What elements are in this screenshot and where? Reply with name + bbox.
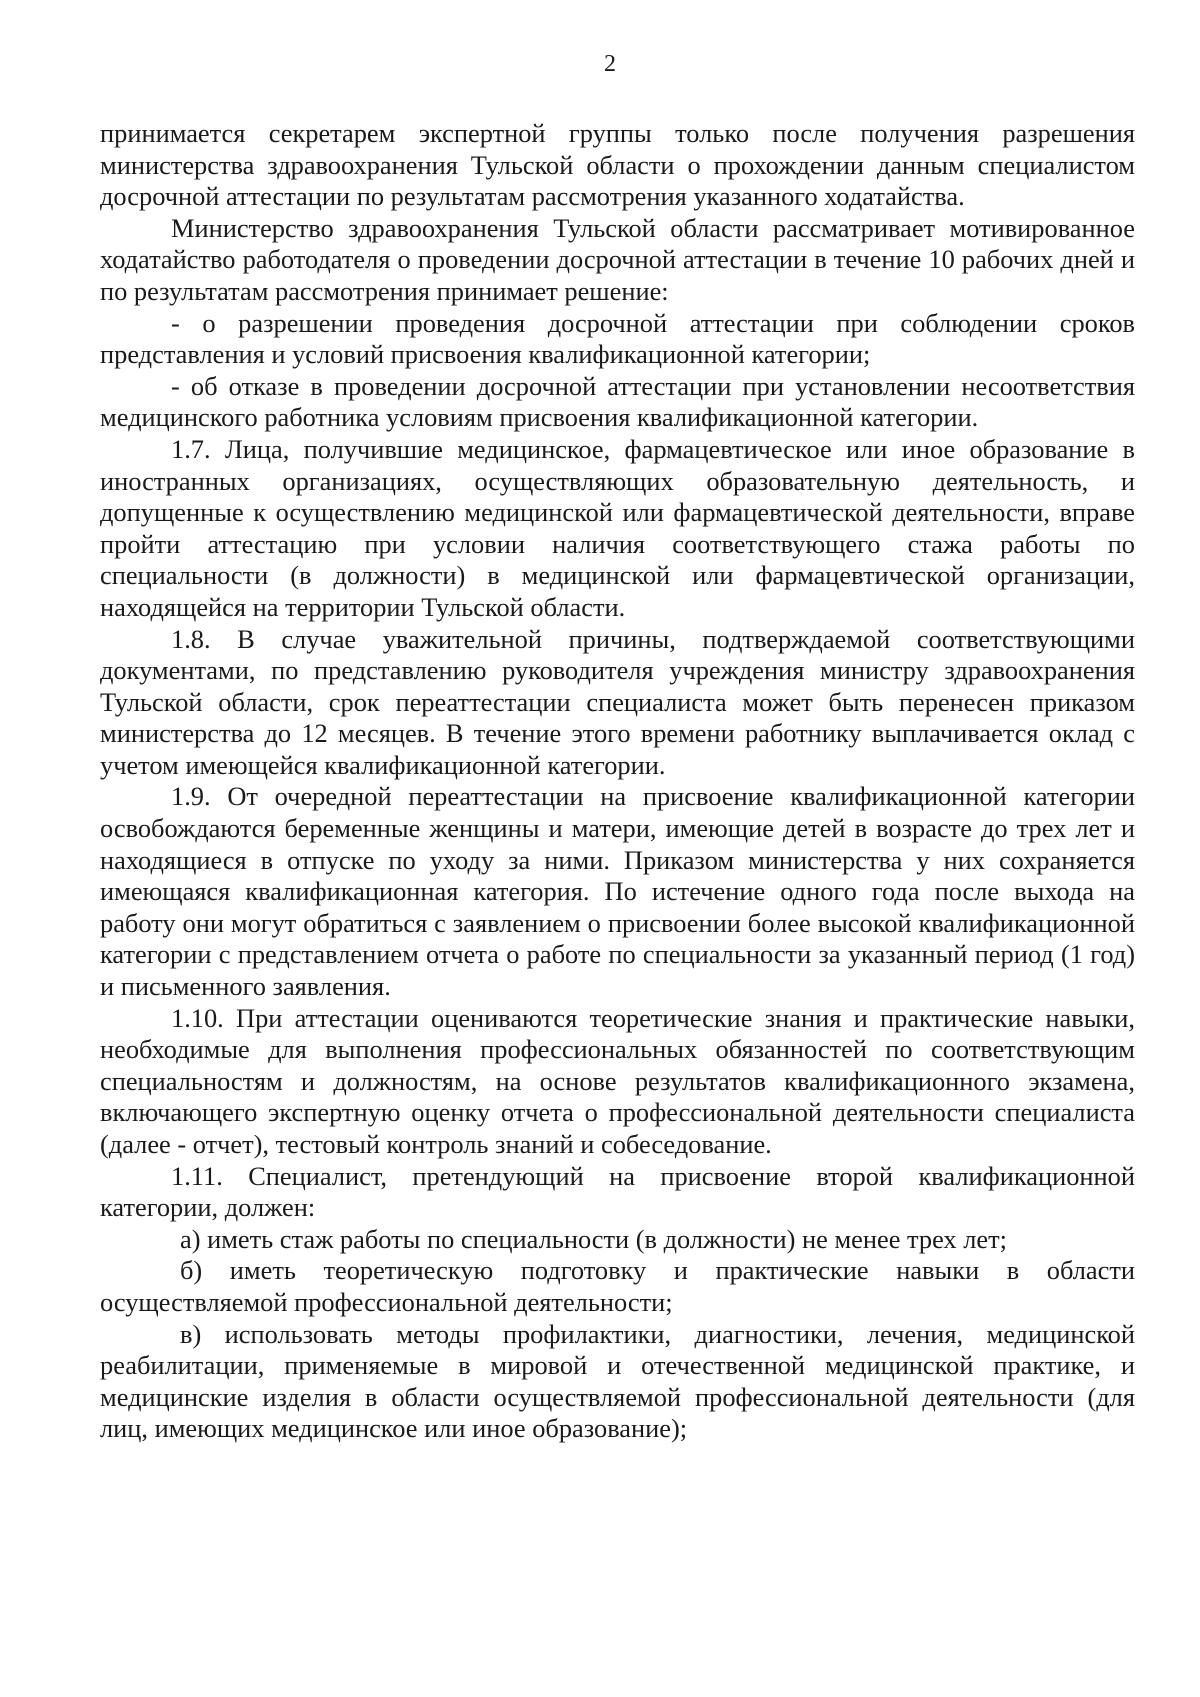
page-number: 2	[604, 51, 616, 77]
paragraph-continuation: принимается секретарем экспертной группы только после получения разрешения министерства здравоохранения Тульской области о прохождении данным специалистом досрочной аттестации по результатам рассмотрения указанного ходатайства.	[100, 118, 1135, 212]
paragraph-1-8: 1.8. В случае уважительной причины, подтверждаемой соответствующими документами, по представлению руководителя учреждения министру здравоохранения Тульской области, срок переаттестации специалиста может быть перенесен приказом министерства до 12 месяцев. В течение этого времени работнику выплачивается оклад с учетом имеющейся квалификационной категории.	[100, 623, 1135, 780]
paragraph-decision-refuse: - об отказе в проведении досрочной аттестации при установлении несоответствия медицинского работника условиям присвоения квалификационной категории.	[100, 370, 1135, 433]
list-item-v: в) использовать методы профилактики, диагностики, лечения, медицинской реабилитации, применяемые в мировой и отечественной медицинской практике, и медицинские изделия в области осуществляемой профессиональной деятельности (для лиц, имеющих медицинское или иное образование);	[100, 1318, 1135, 1444]
paragraph-ministry-review: Министерство здравоохранения Тульской области рассматривает мотивированное ходатайство работодателя о проведении досрочной аттестации в течение 10 рабочих дней и по результатам рассмотрения принимает решение:	[100, 212, 1135, 306]
document-body	[100, 118, 1135, 1445]
paragraph-1-7: 1.7. Лица, получившие медицинское, фармацевтическое или иное образование в иностранных организациях, осуществляющих образовательную деятельность, и допущенные к осуществлению медицинской или фармацевтической деятельности, вправе пройти аттестацию при условии наличия соответствующего стажа работы по специальности (в должности) в медицинской или фармацевтической организации, находящейся на территории Тульской области.	[100, 433, 1135, 622]
paragraph-decision-permit: - о разрешении проведения досрочной аттестации при соблюдении сроков представления и условий присвоения квалификационной категории;	[100, 307, 1135, 370]
paragraph-1-11: 1.11. Специалист, претендующий на присвоение второй квалификационной категории, должен:	[100, 1160, 1135, 1223]
paragraph-1-9: 1.9. От очередной переаттестации на присвоение квалификационной категории освобождаются беременные женщины и матери, имеющие детей в возрасте до трех лет и находящиеся в отпуске по уходу за ними. Приказом министерства у них сохраняется имеющаяся квалификационная категория. По истечение одного года после выхода на работу они могут обратиться с заявлением о присвоении более высокой квалификационной категории с представлением отчета о работе по специальности за указанный период (1 год) и письменного заявления.	[100, 781, 1135, 1002]
list-item-b: б) иметь теоретическую подготовку и практические навыки в области осуществляемой профессиональной деятельности;	[100, 1255, 1135, 1317]
list-item-a: а) иметь стаж работы по специальности (в должности) не менее трех лет;	[180, 1223, 1007, 1254]
paragraph-1-10: 1.10. При аттестации оцениваются теоретические знания и практические навыки, необходимые для выполнения профессиональных обязанностей по соответствующим специальностям и должностям, на основе результатов квалификационного экзамена, включающего экспертную оценку отчета о профессиональной деятельности специалиста (далее - отчет), тестовый контроль знаний и собеседование.	[100, 1002, 1135, 1159]
